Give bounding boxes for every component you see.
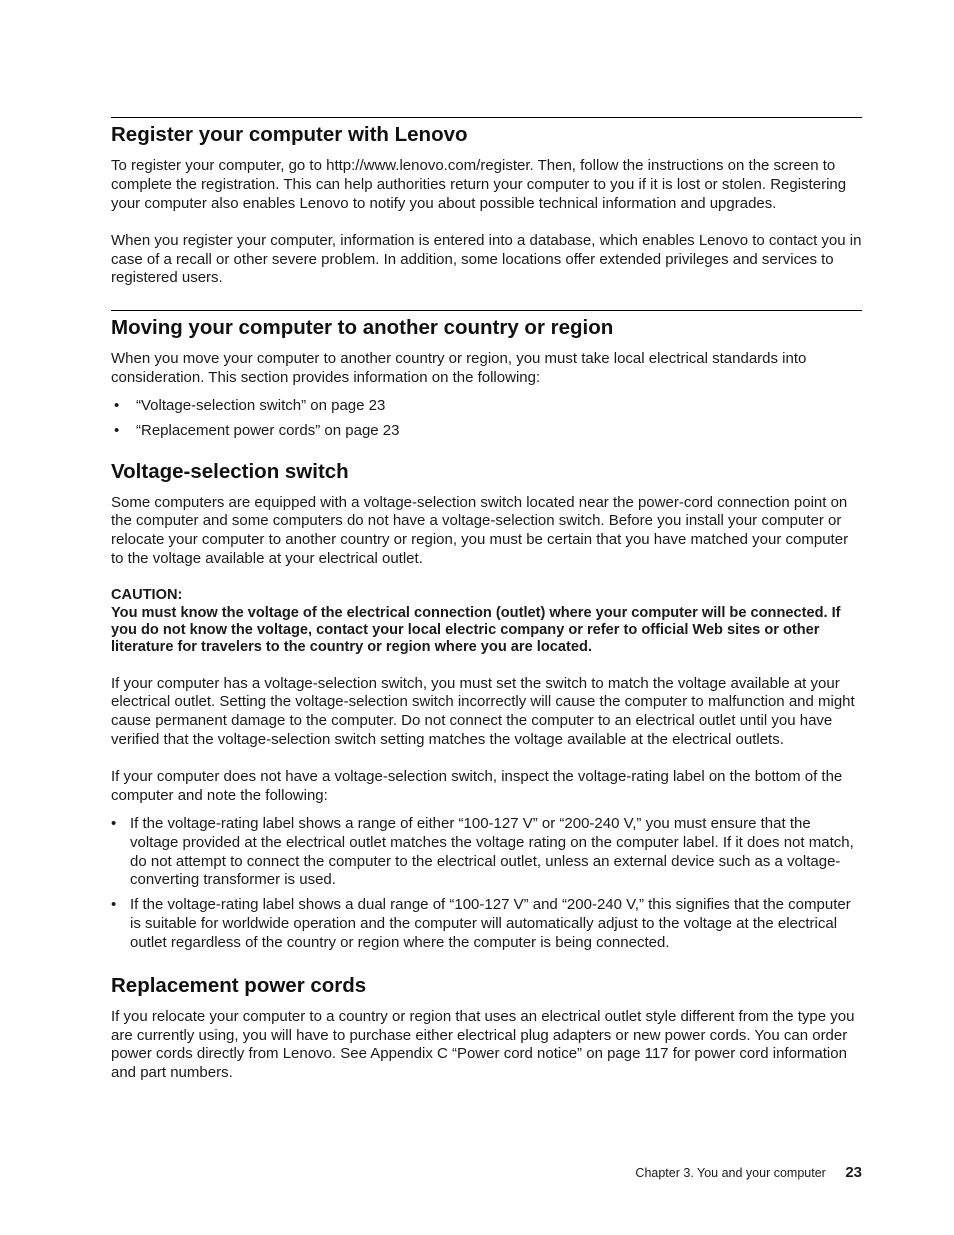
heading-cords: Replacement power cords [111,973,367,997]
link-voltage-selection-switch[interactable]: “Voltage-selection switch” on page 23 [136,396,386,414]
voltage-paragraph-3: If your computer does not have a voltage-selection switch, inspect the voltage-rating label on the bottom of the computer and note the following: [111,768,843,805]
bullet-icon: • [111,814,117,832]
bullet-icon: • [114,396,120,414]
link-replacement-power-cords[interactable]: “Replacement power cords” on page 23 [136,421,400,439]
bullet-icon: • [114,421,120,439]
list-item [111,815,862,890]
list-item-text: If the voltage-rating label shows a dual range of “100-127 V” and “200-240 V,” this signifies that the computer is suitable for worldwide operation and the computer will automatically adjust to the voltage at the electrical outlet regardless of the country or region where the computer is being connected. [130,896,851,951]
document-page [111,117,862,1101]
voltage-rating-list [111,815,862,953]
moving-links-list [111,397,862,441]
footer-chapter: Chapter 3. You and your computer [635,1166,826,1180]
page-footer [635,1163,862,1183]
register-paragraph-1: To register your computer, go to http://www.lenovo.com/register. Then, follow the instructions on the screen to complete the registration. This can help authorities return your computer to you if it is lost or stolen. Registering your computer also enables Lenovo to notify you about possible technical information and upgrades. [111,157,847,212]
list-item[interactable] [111,422,862,441]
list-item-text: If the voltage-rating label shows a range of either “100-127 V” or “200-240 V,” you must ensure that the voltage provided at the electrical outlet matches the voltage rating on the computer label. If it does not match, do not attempt to connect the computer to the electrical outlet, unless an external device such as a voltage-converting transformer is used. [130,814,854,889]
section-voltage [111,459,862,953]
list-item [111,896,862,952]
list-item[interactable] [111,397,862,416]
cords-paragraph-1: If you relocate your computer to a country or region that uses an electrical outlet style different from the type you are currently using, you will have to purchase either electrical plug adapters or new power cords. You can order power cords directly from Lenovo. See Appendix C “Power cord notice” on page 117 for power cord information and part numbers. [111,1007,855,1082]
section-register [111,117,862,288]
voltage-paragraph-2: If your computer has a voltage-selection switch, you must set the switch to match the voltage available at your electrical outlet. Setting the voltage-selection switch incorrectly will cause the computer to malfunction and might cause permanent damage to the computer. Do not connect the computer to an electrical outlet until you have verified that the voltage-selection switch setting matches the voltage available at the electrical outlets. [111,674,855,749]
voltage-paragraph-1: Some computers are equipped with a voltage-selection switch located near the power-cord connection point on the computer and some computers do not have a voltage-selection switch. Before you install your computer or relocate your computer to another country or region, you must be certain that you have matched your computer to the voltage available at your electrical outlet. [111,493,849,568]
heading-moving: Moving your computer to another country or region [111,316,614,340]
register-paragraph-2: When you register your computer, information is entered into a database, which enables Lenovo to contact you in case of a recall or other severe problem. In addition, some locations offer extended privileges and services to registered users. [111,231,862,287]
moving-intro: When you move your computer to another country or region, you must take local electrical standards into consideration. This section provides information on the following: [111,350,807,387]
section-cords [111,973,862,1083]
caution-text: You must know the voltage of the electrical connection (outlet) where your computer will be connected. If you do not know the voltage, contact your local electric company or refer to official Web sites or other literature for travelers to the country or region where you are located. [111,604,841,655]
bullet-icon: • [111,896,117,914]
footer-page-number: 23 [845,1164,862,1181]
caution-notice [111,587,862,656]
section-moving [111,310,862,440]
caution-label: CAUTION: [111,587,183,604]
heading-voltage: Voltage-selection switch [111,459,349,483]
heading-register: Register your computer with Lenovo [111,123,468,146]
